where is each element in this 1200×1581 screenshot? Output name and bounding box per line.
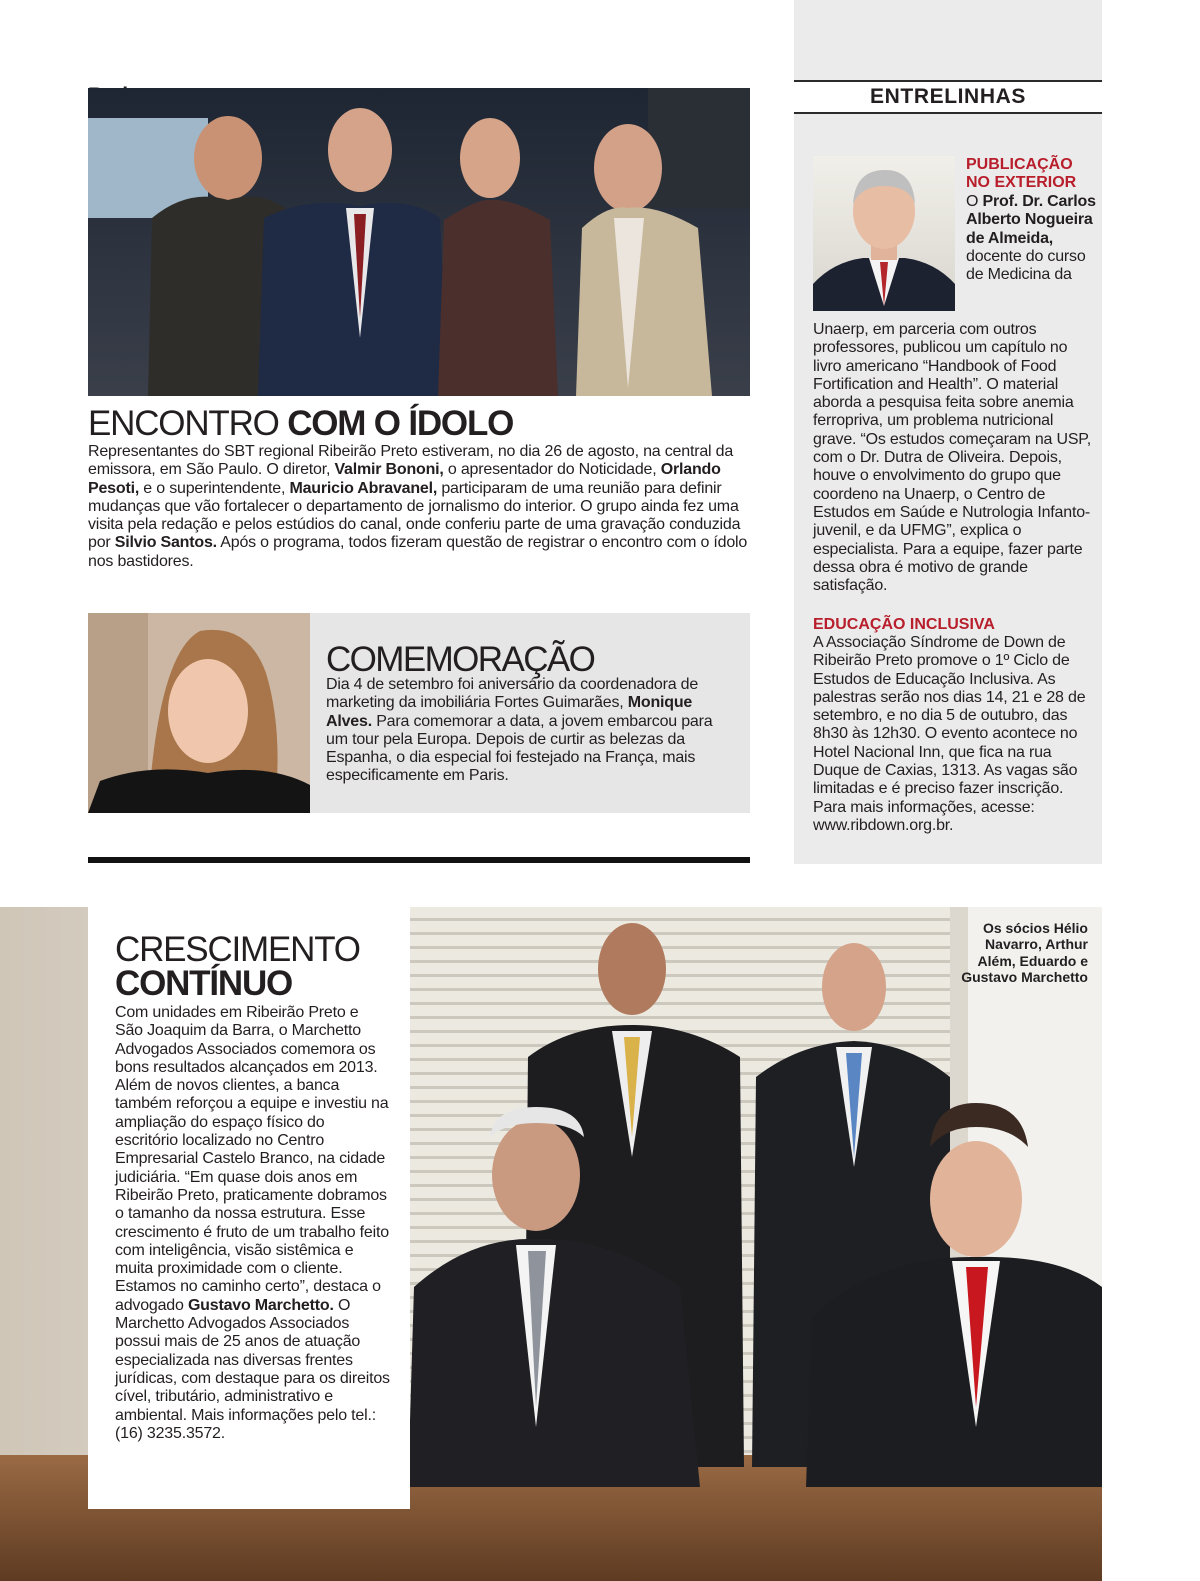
body-text-run: O Marchetto Advogados Associados possui mais de 25 anos de atuação especializada nas diversas frentes jurídicas, com destaque para os direitos cível, tributário, administrativo e ambiental. Mais informações pelo tel.: (16) 3235.3572.	[115, 1296, 390, 1442]
body-text-run: o apresentador do Noticidade,	[443, 461, 661, 479]
professor-portrait-photo	[813, 156, 955, 311]
article-encontro-title-light: ENCONTRO	[88, 404, 288, 443]
body-text-run: Para comemorar a data, a jovem embarcou para um tour pela Europa. Depois de curtir as belezas da Espanha, o dia especial foi festejado na França, mais especificamente em Paris.	[326, 712, 713, 785]
name-gustavo-marchetto: Gustavo Marchetto.	[187, 1296, 334, 1314]
name-mauricio-abravanel: Mauricio Abravanel,	[289, 479, 438, 497]
education-heading: EDUCAÇÃO INCLUSIVA	[813, 616, 995, 633]
photo-caption: Os sócios Hélio Navarro, Arthur Além, Eduardo e Gustavo Marchetto	[961, 920, 1088, 985]
article-encontro-title-bold: COM O ÍDOLO	[287, 404, 514, 443]
publication-intro-prefix: O	[966, 193, 983, 210]
article-comemoracao-body	[326, 676, 736, 786]
body-text-run: Com unidades em Ribeirão Preto e São Joaquim da Barra, o Marchetto Advogados Associados comemora os bons resultados alcançados em 2013. Além de novos clientes, a banca também reforçou a equipe e investiu na ampliação do espaço físico do escritório localizado no Centro Empresarial Castelo Branco, na cidade judiciária. “Em quase dois anos em Ribeirão Preto, praticamente dobramos o tamanho da nossa estrutura. Esse crescimento é fruto de um trabalho feito com inteligência, visão sistêmica e muita proximidade com o cliente. Estamos no caminho certo”, destaca o advogado	[115, 1004, 389, 1314]
article-crescimento-title-line-2: CONTÍNUO	[115, 964, 293, 1003]
education-body: A Associação Síndrome de Down de Ribeirão Preto promove o 1º Ciclo de Estudos de Educação Inclusiva. As palestras serão nos dias 14, 21 e 28 de setembro, e no dia 5 de outubro, das 8h30 às 12h30. O evento acontece no Hotel Nacional Inn, que fica na rua Duque de Caxias, 1313. As vagas são limitadas e é preciso fazer inscrição. Para mais informações, acesse: www.ribdown.org.br.	[813, 634, 1086, 834]
body-text-run: Representantes do SBT regional Ribeirão Preto estiveram, no dia 26 de agosto, na central da emissora, em São Paulo. O diretor,	[88, 443, 734, 479]
professor-name: Prof. Dr. Carlos Alberto Nogueira de Almeida,	[966, 193, 1096, 247]
name-silvio-santos: Silvio Santos.	[114, 534, 217, 552]
monique-alves-portrait-photo	[88, 613, 310, 813]
article-comemoracao-title: COMEMORAÇÃO	[326, 640, 595, 679]
name-valmir-bononi: Valmir Bononi,	[334, 461, 444, 479]
section-divider	[88, 857, 750, 863]
publication-body: Unaerp, em parceria com outros professores, publicou um capítulo no livro americano “Handbook of Food Fortification and Health”. O material aborda a pesquisa feita sobre anemia ferropriva, um problema nutricional grave. “Os estudos começaram na USP, com o Dr. Dutra de Oliveira. Depois, houve o envolvimento do grupo que coordeno na Unaerp, o Centro de Estudos em Saúde e Nutrologia Infanto-juvenil, e da UFMG”, explica o especialista. Para a equipe, fazer parte dessa obra é motivo de grande satisfação.	[813, 321, 1091, 595]
body-text-run: Dia 4 de setembro foi aniversário da coordenadora de marketing da imobiliária Fortes Guimarães,	[326, 676, 699, 712]
publication-heading	[966, 156, 1096, 193]
publication-intro-rest: docente do curso de Medicina da	[966, 247, 1086, 284]
article-crescimento-body	[115, 1004, 390, 1443]
article-crescimento-title-line-1: CRESCIMENTO	[115, 930, 360, 969]
body-text-run: participaram de uma reunião para definir mudanças que vão fortalecer o departamento de jornalismo do interior. O grupo ainda fez uma visita pela redação e pelos estúdios do canal, onde conferiu parte de uma gravação conduzida por	[88, 479, 741, 552]
article-encontro-body	[88, 443, 750, 571]
publication-intro	[966, 193, 1096, 284]
article-encontro-title	[88, 404, 513, 444]
body-text-run: e o superintendente,	[139, 479, 290, 497]
body-text-run: Após o programa, todos fizeram questão de registrar o encontro com o ídolo nos bastidores.	[88, 534, 748, 570]
sidebar-title: ENTRELINHAS	[870, 85, 1026, 108]
name-orlando-pesoti: Orlando Pesoti,	[88, 461, 721, 497]
publication-heading-line-2: NO EXTERIOR	[966, 174, 1077, 192]
publication-heading-line-1: PUBLICAÇÃO	[966, 156, 1073, 173]
article-crescimento-title	[115, 930, 360, 1003]
sidebar-rule-bottom	[794, 112, 1102, 114]
sbt-group-photo	[88, 88, 750, 396]
name-monique-alves: Monique Alves.	[326, 694, 693, 730]
